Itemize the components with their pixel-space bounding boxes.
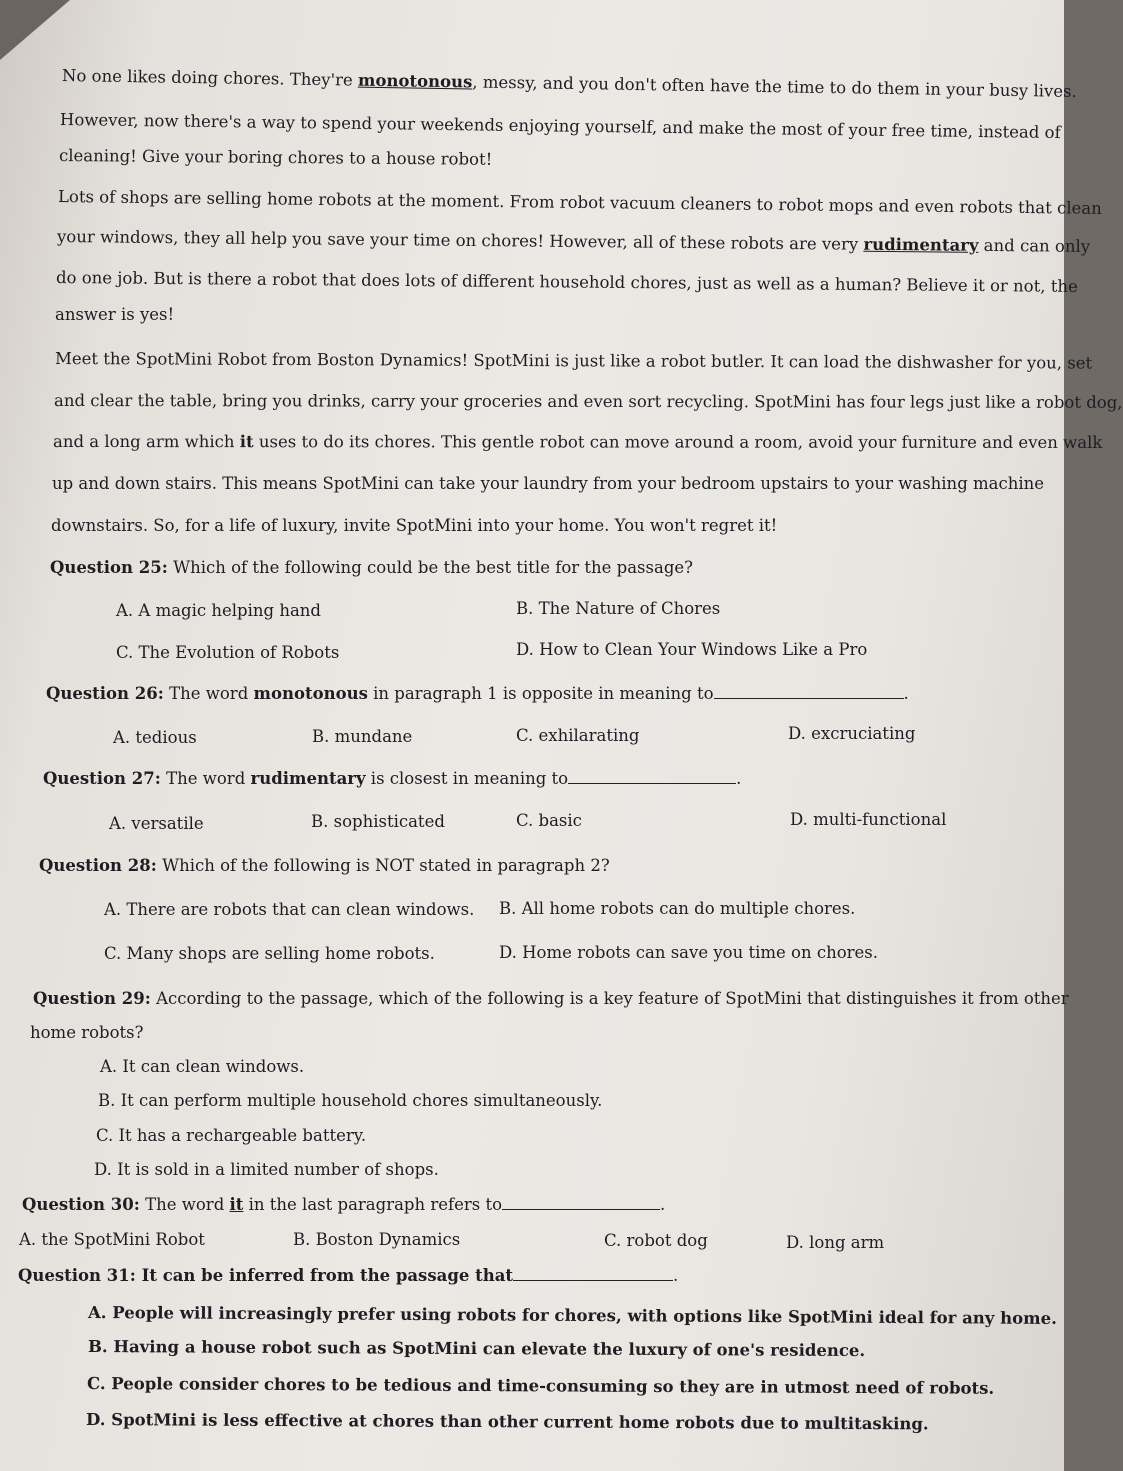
q29-option-d: D. It is sold in a limited number of shops. (94, 1160, 439, 1179)
question-30: Question 30: The word it in the last paragraph refers to . (22, 1195, 666, 1214)
question-28: Question 28: Which of the following is NOT stated in paragraph 2? (39, 856, 610, 875)
q31-option-d: D. SpotMini is less effective at chores than other current home robots due to multitasking. (85, 1410, 929, 1434)
passage-p1-line1: No one likes doing chores. They're monotonous, messy, and you don't often have the time to do them in your busy lives. (61, 66, 1077, 101)
q27-option-d: D. multi-functional (790, 810, 947, 829)
passage-p3-line2: and clear the table, bring you drinks, carry your groceries and even sort recycling. SpotMini has four legs just like a robot dog, (53, 391, 1123, 412)
q29-option-b: B. It can perform multiple household chores simultaneously. (98, 1091, 603, 1110)
q26-option-d: D. excruciating (788, 724, 916, 743)
q30-option-c: C. robot dog (604, 1231, 708, 1250)
q25-option-b: B. The Nature of Chores (516, 599, 721, 618)
page-corner-shadow (0, 0, 70, 60)
question-29-line2: home robots? (30, 1023, 144, 1042)
passage-p2-line4: answer is yes! (55, 305, 175, 324)
q30-option-b: B. Boston Dynamics (293, 1230, 461, 1249)
q29-option-c: C. It has a rechargeable battery. (96, 1126, 367, 1145)
q31-option-a: A. People will increasingly prefer using robots for chores, with options like SpotMini ideal for any home. (87, 1303, 1057, 1328)
q28-option-c: C. Many shops are selling home robots. (104, 944, 435, 963)
passage-p1-line3: cleaning! Give your boring chores to a house robot! (58, 146, 493, 169)
question-29-line1: Question 29: According to the passage, which of the following is a key feature of SpotMini that distinguishes it from other (33, 989, 1069, 1008)
q26-option-b: B. mundane (312, 727, 413, 746)
question-26: Question 26: The word monotonous in paragraph 1 is opposite in meaning to . (46, 684, 909, 703)
q26-answer-blank (714, 684, 904, 699)
q27-option-c: C. basic (516, 811, 582, 830)
q30-option-a: A. the SpotMini Robot (19, 1230, 205, 1249)
q28-option-a: A. There are robots that can clean windows. (104, 900, 475, 919)
q30-answer-blank (502, 1195, 660, 1210)
passage-p3-line1: Meet the SpotMini Robot from Boston Dynamics! SpotMini is just like a robot butler. It can load the dishwasher for you, set (54, 349, 1093, 373)
q28-option-b: B. All home robots can do multiple chores. (499, 899, 856, 918)
question-27: Question 27: The word rudimentary is closest in meaning to . (43, 769, 742, 788)
passage-p3-line4: up and down stairs. This means SpotMini can take your laundry from your bedroom upstairs to your washing machine (52, 474, 1045, 493)
q27-option-b: B. sophisticated (311, 812, 445, 831)
question-25: Question 25: Which of the following could be the best title for the passage? (50, 558, 693, 577)
passage-p1-line2: However, now there's a way to spend your weekends enjoying yourself, and make the most of your free time, instead of (59, 110, 1061, 143)
q30-option-d: D. long arm (786, 1233, 885, 1252)
passage-p3-line3: and a long arm which it uses to do its chores. This gentle robot can move around a room, avoid your furniture and even walk (52, 432, 1103, 452)
q31-option-b: B. Having a house robot such as SpotMini can elevate the luxury of one's residence. (87, 1337, 866, 1361)
q29-option-a: A. It can clean windows. (100, 1057, 305, 1076)
q26-option-c: C. exhilarating (516, 726, 640, 745)
q28-option-d: D. Home robots can save you time on chores. (499, 943, 879, 962)
q25-option-c: C. The Evolution of Robots (116, 643, 340, 662)
q31-answer-blank (513, 1266, 673, 1281)
q26-option-a: A. tedious (113, 728, 197, 747)
q31-option-c: C. People consider chores to be tedious and time-consuming so they are in utmost need of robots. (86, 1374, 995, 1398)
passage-p3-line5: downstairs. So, for a life of luxury, invite SpotMini into your home. You won't regret it! (51, 516, 778, 535)
passage-p2-line1: Lots of shops are selling home robots at the moment. From robot vacuum cleaners to robot mops and even robots that clean (57, 187, 1102, 218)
question-31: Question 31: It can be inferred from the passage that . (18, 1266, 679, 1285)
passage-p2-line3: do one job. But is there a robot that does lots of different household chores, just as well as a human? Believe it or not, the (55, 268, 1078, 296)
passage-p2-line2: your windows, they all help you save your time on chores! However, all of these robots are very rudimentary and can only (56, 227, 1091, 256)
q27-answer-blank (568, 769, 736, 784)
q25-option-d: D. How to Clean Your Windows Like a Pro (516, 640, 868, 659)
q27-option-a: A. versatile (109, 814, 204, 833)
q25-option-a: A. A magic helping hand (116, 601, 321, 620)
